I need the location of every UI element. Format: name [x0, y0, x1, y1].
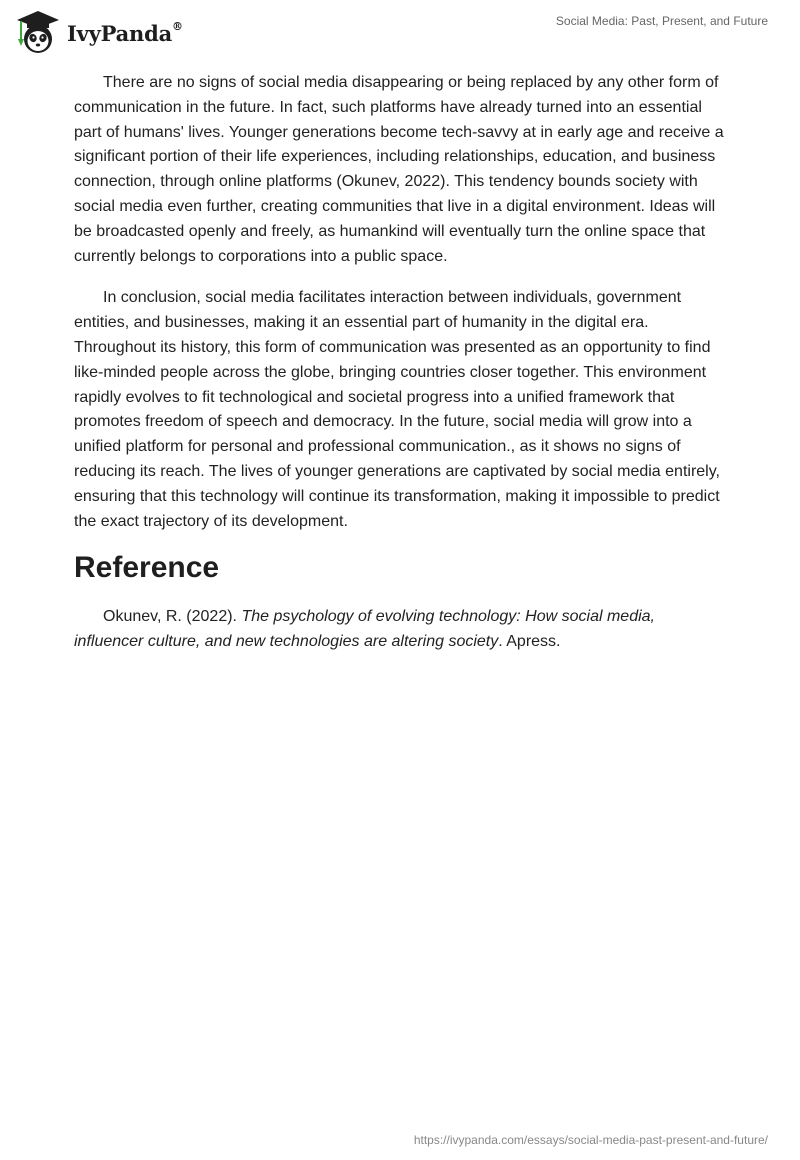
ivypanda-logo[interactable] [15, 9, 183, 55]
registered-mark: ® [172, 19, 183, 33]
essay-body [74, 71, 726, 655]
brand-name: IvyPanda® [67, 19, 183, 46]
page-header [0, 0, 800, 60]
reference-heading: Reference [74, 551, 220, 585]
panda-graduate-icon [15, 9, 61, 55]
reference-title: The psychology of evolving technology: How social media, influencer culture, and new technologies are altering society [74, 608, 655, 651]
body-paragraph: There are no signs of social media disappearing or being replaced by any other form of communication in the future. In fact, such platforms have already turned into an essential part of humans' lives. Younger generations become tech-savvy at in early age and receive a significant portion of their life experiences, including relationships, education, and business connection, through online platforms (Okunev, 2022). This tendency bounds society with social media even further, creating communities that live in a digital environment. Ideas will be broadcasted openly and freely, as humankind will eventually turn the online space that currently belongs to corporations into a public space. [74, 74, 724, 265]
reference-author: Okunev, R. (2022). [103, 608, 242, 626]
reference-entry [74, 605, 726, 655]
source-url[interactable]: https://ivypanda.com/essays/social-media-past-present-and-future/ [413, 1133, 768, 1147]
document-title: Social Media: Past, Present, and Future [555, 14, 768, 28]
conclusion-paragraph: In conclusion, social media facilitates interaction between individuals, government entities, and businesses, making it an essential part of humanity in the digital era. Throughout its history, this form of communication was presented as an opportunity to find like-minded people across the globe, bringing countries closer together. This environment rapidly evolves to fit technological and societal progress into a unified framework that promotes freedom of speech and democracy. In the future, social media will grow into a unified platform for personal and professional communication., as it shows no signs of reducing its reach. The lives of younger generations are captivated by social media entirely, ensuring that this technology will continue its transformation, making it impossible to predict the exact trajectory of its development. [74, 289, 720, 530]
reference-publisher: . Apress. [498, 633, 561, 651]
